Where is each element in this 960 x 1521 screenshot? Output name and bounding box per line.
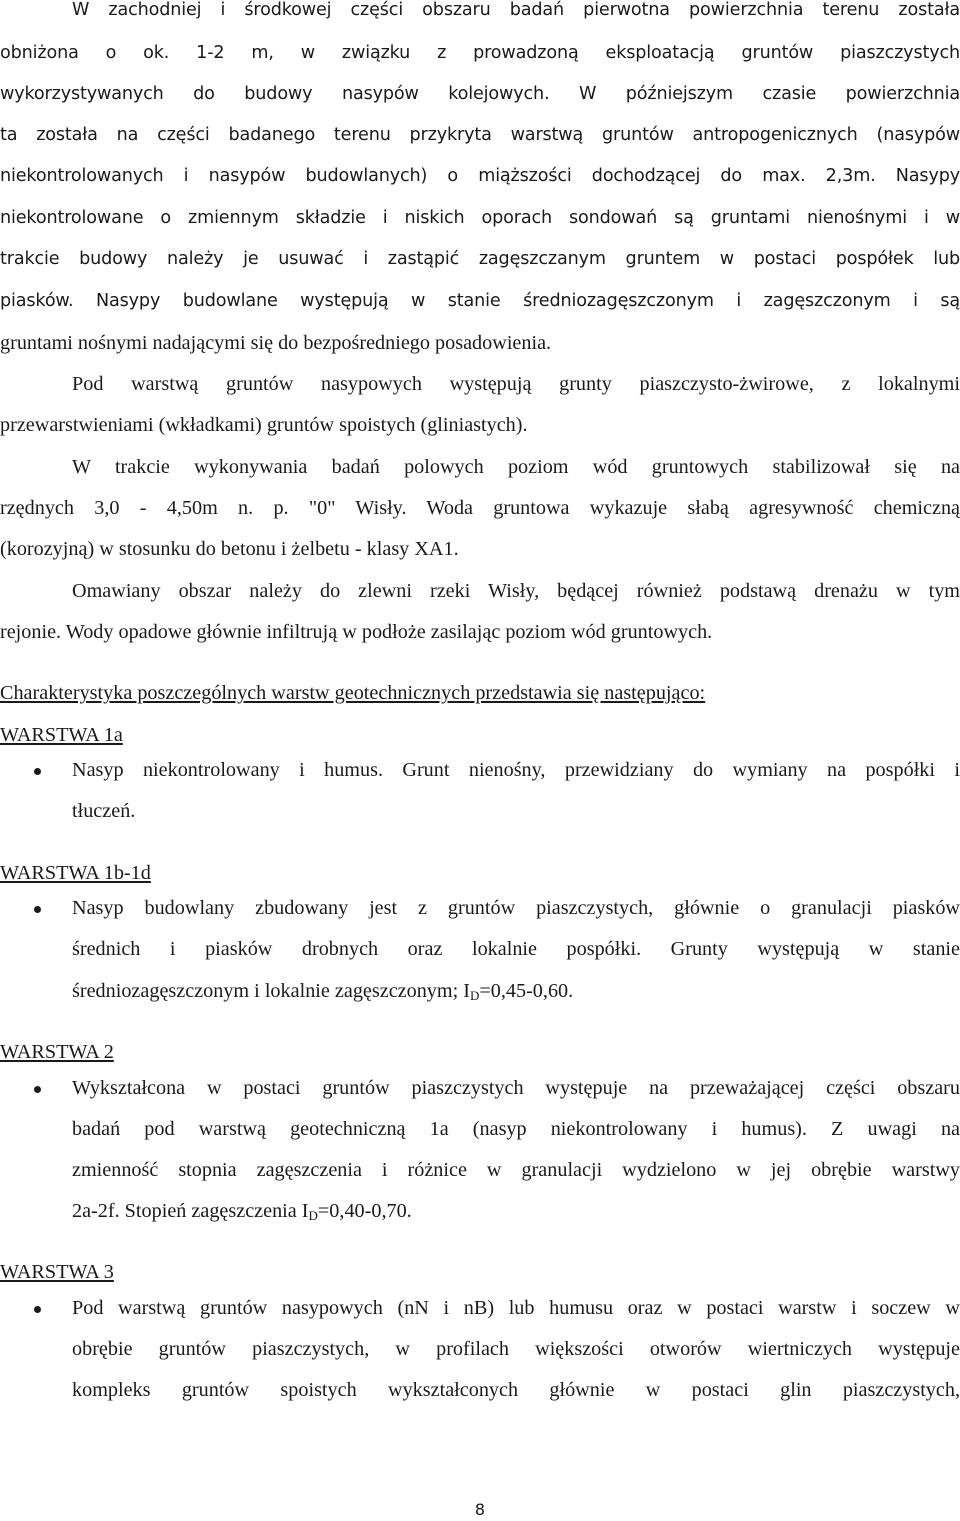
layer-line: obrębie gruntów piaszczystych, w profilach większości otworów wiertniczych występuje (72, 1338, 960, 1360)
paragraph-line: niekontrolowane o zmiennym składzie i niskich oporach sondowań są gruntami nienośnymi i w (0, 208, 960, 228)
paragraph-line: W zachodniej i środkowej części obszaru badań pierwotna powierzchnia terenu została (72, 0, 960, 20)
paragraph-line: Pod warstwą gruntów nasypowych występują grunty piaszczysto-żwirowe, z lokalnymi (72, 373, 960, 395)
layer-heading: WARSTWA 1a (0, 724, 123, 747)
paragraph-line: wykorzystywanych do budowy nasypów kolejowych. W późniejszym czasie powierzchnia (0, 84, 960, 104)
layer-line: tłuczeń. (72, 800, 136, 822)
layer-line-text: średniozagęszczonym i lokalnie zagęszczonym; I (72, 980, 470, 1002)
layer-line: Wykształcona w postaci gruntów piaszczystych występuje na przeważającej części obszaru (72, 1077, 960, 1099)
layer-heading: WARSTWA 3 (0, 1261, 114, 1284)
layer-line: Nasyp niekontrolowany i humus. Grunt nienośny, przewidziany do wymiany na pospółki i (72, 759, 960, 781)
layer-heading: WARSTWA 1b-1d (0, 862, 151, 885)
layer-heading: WARSTWA 2 (0, 1041, 114, 1064)
bullet-icon (34, 906, 41, 913)
paragraph-line: obniżona o ok. 1-2 m, w związku z prowadzoną eksploatacją gruntów piaszczystych (0, 43, 960, 63)
subscript: D (469, 988, 480, 1003)
layer-line: Nasyp budowlany zbudowany jest z gruntów piaszczystych, głównie o granulacji piasków (72, 897, 960, 919)
paragraph-line: W trakcie wykonywania badań polowych poziom wód gruntowych stabilizował się na (72, 456, 960, 478)
paragraph-line: piasków. Nasypy budowlane występują w stanie średniozagęszczonym i zagęszczonym i są (0, 291, 960, 311)
page-number: 8 (474, 1500, 486, 1519)
layer-line-text: =0,45-0,60. (479, 980, 574, 1002)
layer-line (72, 980, 960, 1003)
layer-line-text: =0,40-0,70. (317, 1200, 412, 1222)
bullet-icon (34, 768, 41, 775)
paragraph-line: przewarstwieniami (wkładkami) gruntów spoistych (gliniastych). (0, 414, 528, 436)
layer-line: średnich i piasków drobnych oraz lokalnie pospółki. Grunty występują w stanie (72, 938, 960, 960)
paragraph-line: gruntami nośnymi nadającymi się do bezpośredniego posadowienia. (0, 332, 552, 354)
layer-line (72, 1200, 960, 1223)
bullet-icon (34, 1086, 41, 1093)
layer-line: kompleks gruntów spoistych wykształconych głównie w postaci glin piaszczystych, (72, 1379, 960, 1401)
paragraph-line: Omawiany obszar należy do zlewni rzeki Wisły, będącej również podstawą drenażu w tym (72, 580, 960, 602)
layer-line-text: 2a-2f. Stopień zagęszczenia I (72, 1200, 309, 1222)
layer-line: zmienność stopnia zagęszczenia i różnice w granulacji wydzielono w jej obrębie warstwy (72, 1159, 960, 1181)
paragraph-line: rejonie. Wody opadowe głównie infiltrują w podłoże zasilając poziom wód gruntowych. (0, 621, 713, 643)
paragraph-line: ta została na części badanego terenu przykryta warstwą gruntów antropogenicznych (nasypów (0, 125, 960, 145)
bullet-icon (34, 1306, 41, 1313)
characteristics-intro: Charakterystyka poszczególnych warstw geotechnicznych przedstawia się następująco: (0, 682, 706, 705)
subscript: D (308, 1208, 318, 1223)
paragraph-line: rzędnych 3,0 - 4,50m n. p. "0" Wisły. Woda gruntowa wykazuje słabą agresywność chemiczną (0, 497, 960, 519)
layer-line: Pod warstwą gruntów nasypowych (nN i nB) lub humusu oraz w postaci warstw i soczew w (72, 1297, 960, 1319)
paragraph-line: niekontrolowanych i nasypów budowlanych) o miąższości dochodzącej do max. 2,3m. Nasypy (0, 166, 960, 186)
paragraph-line: trakcie budowy należy je usuwać i zastąpić zagęszczanym gruntem w postaci pospółek lub (0, 249, 960, 269)
layer-line: badań pod warstwą geotechniczną 1a (nasyp niekontrolowany i humus). Z uwagi na (72, 1118, 960, 1140)
paragraph-line: (korozyjną) w stosunku do betonu i żelbetu - klasy XA1. (0, 538, 459, 560)
